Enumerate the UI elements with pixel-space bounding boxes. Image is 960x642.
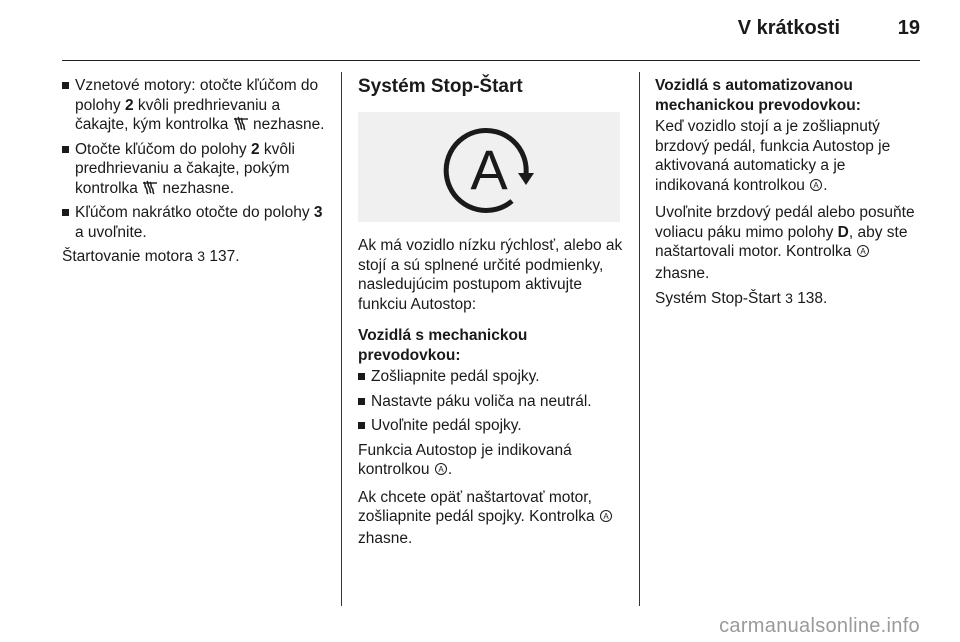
column-2 <box>358 76 624 554</box>
bullet-marker <box>62 82 69 89</box>
svg-text:A: A <box>813 180 819 190</box>
column-divider-1 <box>341 72 342 606</box>
autostop-indicator-icon <box>856 244 870 264</box>
bullet-marker <box>62 209 69 216</box>
section-title: Systém Stop-Štart <box>358 76 523 97</box>
automated-paragraph-2: Uvoľnite brzdový pedál alebo posuňte voliacu páku mimo polohy D, aby ste naštartovali motor. Kontrolka A zhasne. <box>655 204 915 282</box>
restart-paragraph: Ak chcete opäť naštartovať motor, zošliapnite pedál spojky. Kontrolka A zhasne. <box>358 488 624 549</box>
list-item: Vznetové motory: otočte kľúčom do polohy 2 kvôli predhrievaniu a čakajte, kým kontrolka nezhasne. <box>62 76 327 135</box>
cross-reference[interactable]: Systém Stop-Štart 3 138. <box>655 290 828 307</box>
glow-plug-icon <box>233 116 249 131</box>
column-3 <box>655 76 923 315</box>
svg-text:A: A <box>438 465 444 474</box>
page-title: V krátkosti <box>737 17 840 39</box>
list-item: Otočte kľúčom do polohy 2 kvôli predhrievaniu a čakajte, pokým kontrolka nezhasne. <box>62 140 327 199</box>
page-header <box>62 0 920 60</box>
column-1 <box>62 76 327 273</box>
list-item: Zošliapnite pedál spojky. <box>358 367 624 387</box>
svg-text:A: A <box>860 247 866 256</box>
autostop-indicator-icon <box>434 462 448 482</box>
autostop-indicator-icon <box>599 509 613 529</box>
list-item: Kľúčom nakrátko otočte do polohy 3 a uvoľnite. <box>62 203 327 242</box>
list-item: Uvoľnite pedál spojky. <box>358 416 624 436</box>
reference-arrow-icon: 3 <box>785 290 793 306</box>
header-divider <box>62 60 920 61</box>
autostop-a-icon <box>424 117 554 217</box>
bullet-marker <box>358 373 365 380</box>
cross-reference[interactable]: Štartovanie motora 3 137. <box>62 248 240 265</box>
autostop-letter: A <box>470 138 508 201</box>
intro-paragraph: Ak má vozidlo nízku rýchlosť, alebo ak stojí a sú splnené určité podmienky, nasledujúcim postupom aktivujte funkciu Autostop: <box>358 237 623 313</box>
manual-transmission-title: Vozidlá s mechanickou prevodovkou: <box>358 327 528 364</box>
bullet-marker <box>62 146 69 153</box>
automated-paragraph-1: Keď vozidlo stojí a je zošliapnutý brzdový pedál, funkcia Autostop je aktivovaná automaticky a je indikovaná kontrolkou A . <box>655 117 923 197</box>
watermark: carmanualsonline.info <box>719 615 920 637</box>
automated-transmission-title: Vozidlá s automatizovanou mechanickou prevodovkou: <box>655 77 861 114</box>
bullet-marker <box>358 398 365 405</box>
svg-text:A: A <box>603 512 609 521</box>
bullet-marker <box>358 422 365 429</box>
glow-plug-icon <box>142 180 158 195</box>
page-number: 19 <box>897 17 920 39</box>
reference-arrow-icon: 3 <box>197 248 206 264</box>
list-item: Nastavte páku voliča na neutrál. <box>358 392 624 412</box>
autostop-figure <box>358 112 620 222</box>
column-divider-2 <box>639 72 640 606</box>
indicator-paragraph: Funkcia Autostop je indikovaná kontrolkou A . <box>358 441 624 482</box>
autostop-indicator-icon <box>809 178 823 198</box>
